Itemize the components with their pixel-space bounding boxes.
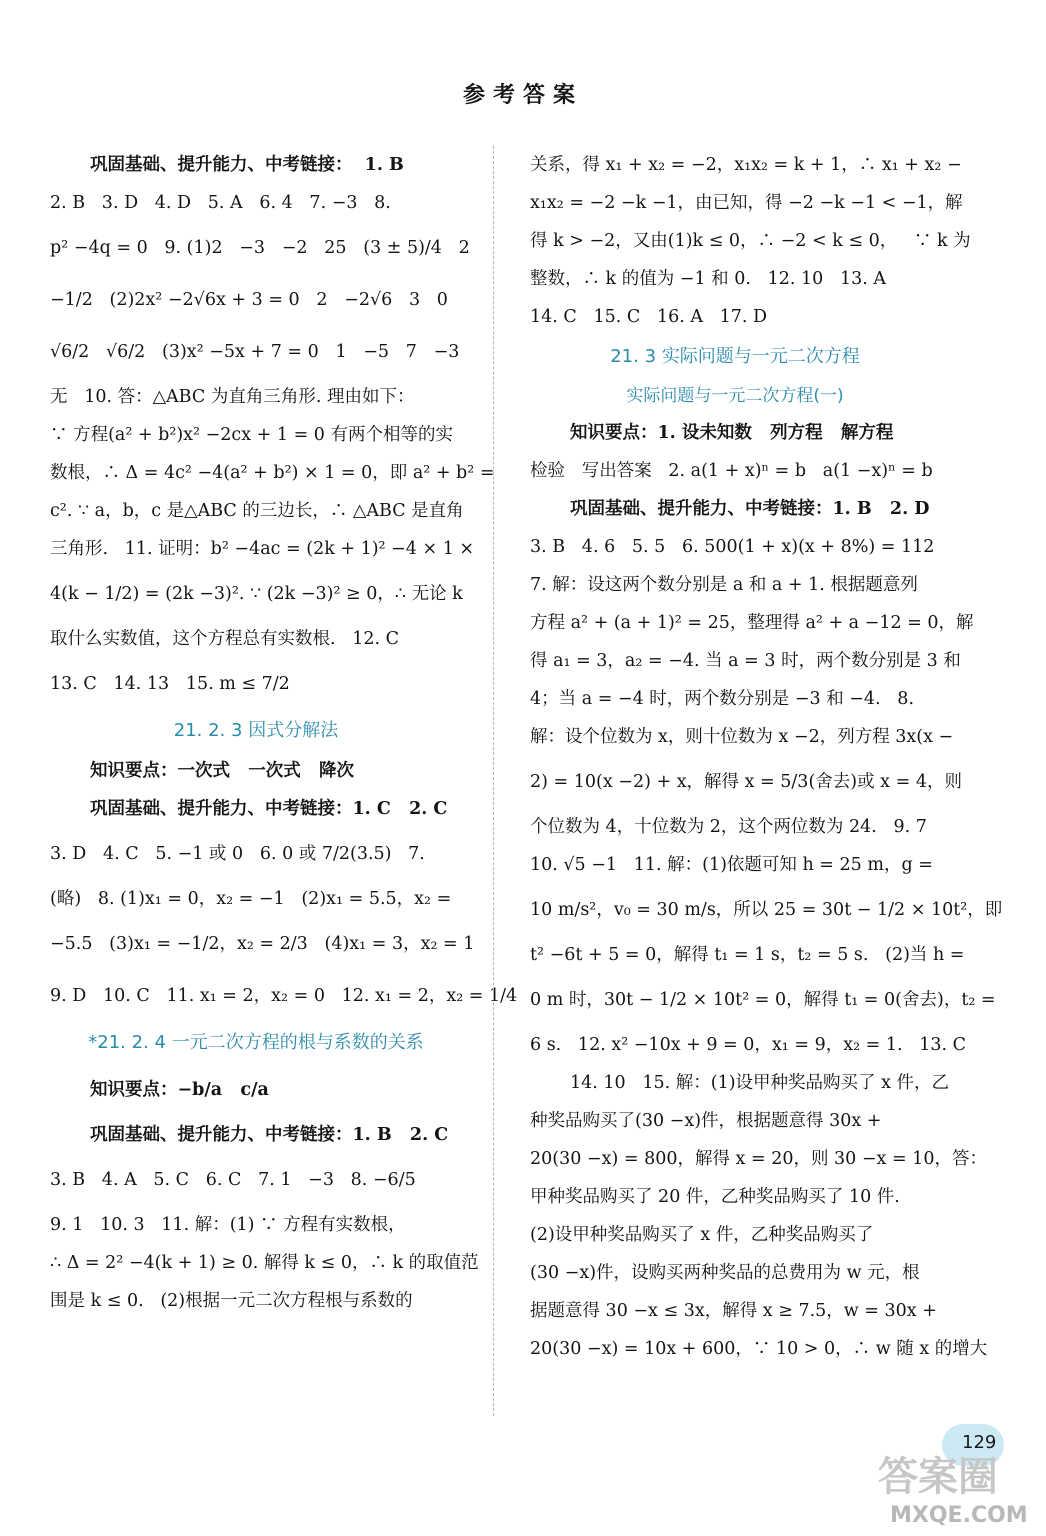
text-line: 20(30 −x) = 10x + 600，∵ 10 > 0，∴ w 随 x 的增大	[530, 1339, 988, 1359]
text-line: 巩固基础、提升能力、中考链接：1. B 2. D	[570, 499, 930, 519]
watermark-text-cn: 答案圈	[878, 1454, 998, 1500]
text-line: 6 s. 12. x² −10x + 9 = 0，x₁ = 9，x₂ = 1. 13. C	[530, 1035, 967, 1055]
text-line: 14. 10 15. 解：(1)设甲种奖品购买了 x 件，乙	[570, 1073, 950, 1093]
text-line: 关系，得 x₁ + x₂ = −2，x₁x₂ = k + 1，∴ x₁ + x₂ −	[530, 155, 962, 175]
text-line: 数根，∴ Δ = 4c² −4(a² + b²) × 1 = 0，即 a² + b² =	[50, 463, 495, 483]
text-line: 个位数为 4，十位数为 2，这个两位数为 24. 9. 7	[530, 817, 927, 837]
text-line: 20(30 −x) = 800，解得 x = 20，则 30 −x = 10，答：	[530, 1149, 987, 1169]
text-line: p² −4q = 0 9. (1)2 −3 −2 25 (3 ± 5)/4 2	[50, 238, 470, 258]
text-line: 甲种奖品购买了 20 件，乙种奖品购买了 10 件.	[530, 1187, 900, 1207]
watermark-text-en: MXQE.COM	[890, 1503, 1028, 1528]
text-line: −5.5 (3)x₁ = −1/2，x₂ = 2/3 (4)x₁ = 3，x₂ = 1	[50, 934, 475, 954]
text-line: x₁x₂ = −2 −k −1，由已知，得 −2 −k −1 < −1，解	[530, 193, 963, 213]
text-line: 得 k > −2，又由(1)k ≤ 0，∴ −2 < k ≤ 0， ∵ k 为	[530, 231, 971, 251]
text-line: c². ∵ a，b，c 是△ABC 的三边长，∴ △ABC 是直角	[50, 501, 464, 521]
text-line: 解：设个位数为 x，则十位数为 x −2，列方程 3x(x −	[530, 727, 954, 747]
right-column	[530, 146, 1003, 1368]
text-line: ∴ Δ = 2² −4(k + 1) ≥ 0. 解得 k ≤ 0，∴ k 的取值范	[50, 1253, 479, 1273]
text-line: 9. 1 10. 3 11. 解：(1) ∵ 方程有实数根，	[50, 1215, 406, 1235]
section-heading: *21. 2. 4 一元二次方程的根与系数的关系	[88, 1032, 424, 1053]
text-line: 7. 解：设这两个数分别是 a 和 a + 1. 根据题意列	[530, 575, 918, 595]
text-line: 2. B 3. D 4. D 5. A 6. 4 7. −3 8.	[50, 193, 391, 213]
column-divider	[493, 146, 494, 1416]
text-line: 整数，∴ k 的值为 −1 和 0. 12. 10 13. A	[530, 269, 886, 289]
text-line: 围是 k ≤ 0. (2)根据一元二次方程根与系数的	[50, 1291, 413, 1311]
text-line: 取什么实数值，这个方程总有实数根. 12. C	[50, 629, 400, 649]
text-line: 13. C 14. 13 15. m ≤ 7/2	[50, 674, 290, 694]
text-line: √6/2 √6/2 (3)x² −5x + 7 = 0 1 −5 7 −3	[50, 342, 460, 362]
page-number: 129	[962, 1432, 997, 1453]
text-line: 2) = 10(x −2) + x，解得 x = 5/3(舍去)或 x = 4，则	[530, 772, 962, 792]
text-line: t² −6t + 5 = 0，解得 t₁ = 1 s，t₂ = 5 s. (2)当 h =	[530, 945, 965, 965]
text-line: (略) 8. (1)x₁ = 0，x₂ = −1 (2)x₁ = 5.5，x₂ =	[50, 889, 452, 909]
text-line: 得 a₁ = 3，a₂ = −4. 当 a = 3 时，两个数分别是 3 和	[530, 651, 961, 671]
text-line: 无 10. 答：△ABC 为直角三角形. 理由如下：	[50, 387, 415, 407]
text-line: 据题意得 30 −x ≤ 3x，解得 x ≥ 7.5，w = 30x +	[530, 1301, 937, 1321]
text-line: 0 m 时，30t − 1/2 × 10t² = 0，解得 t₁ = 0(舍去)，t₂ =	[530, 990, 996, 1010]
text-line: 巩固基础、提升能力、中考链接：1. C 2. C	[90, 799, 448, 819]
left-column	[50, 146, 518, 1320]
text-line: 14. C 15. C 16. A 17. D	[530, 307, 768, 327]
text-line: 方程 a² + (a + 1)² = 25，整理得 a² + a −12 = 0，解	[530, 613, 974, 633]
text-line: (2)设甲种奖品购买了 x 件，乙种奖品购买了	[530, 1225, 874, 1245]
text-line: 4(k − 1/2) = (2k −3)². ∵ (2k −3)² ≥ 0，∴ 无论 k	[50, 584, 463, 604]
section-heading: 21. 3 实际问题与一元二次方程	[610, 346, 860, 367]
text-line: 巩固基础、提升能力、中考链接： 1. B	[90, 155, 404, 175]
knowledge-points: 知识要点：一次式 一次式 降次	[90, 761, 355, 781]
text-line: 9. D 10. C 11. x₁ = 2，x₂ = 0 12. x₁ = 2，x₂ = 1/4	[50, 986, 518, 1006]
text-line: 3. B 4. 6 5. 5 6. 500(1 + x)(x + 8%) = 112	[530, 537, 935, 557]
text-line: 三角形. 11. 证明：b² −4ac = (2k + 1)² −4 × 1 ×	[50, 539, 475, 559]
text-line: 种奖品购买了(30 −x)件，根据题意得 30x +	[530, 1111, 882, 1131]
knowledge-points: 知识要点：−b/a c/a	[90, 1080, 269, 1100]
text-line: 巩固基础、提升能力、中考链接：1. B 2. C	[90, 1125, 449, 1145]
text-line: 10. √5 −1 11. 解：(1)依题可知 h = 25 m，g =	[530, 855, 933, 875]
text-line: ∵ 方程(a² + b²)x² −2cx + 1 = 0 有两个相等的实	[50, 425, 453, 445]
text-line: 4；当 a = −4 时，两个数分别是 −3 和 −4. 8.	[530, 689, 915, 709]
text-line: 3. B 4. A 5. C 6. C 7. 1 −3 8. −6/5	[50, 1170, 416, 1190]
page-title: 参考答案	[462, 83, 583, 108]
subsection-heading: 实际问题与一元二次方程(一)	[626, 386, 844, 406]
text-line: 10 m/s²，v₀ = 30 m/s，所以 25 = 30t − 1/2 × 10t²，即	[530, 900, 1003, 920]
text-line: −1/2 (2)2x² −2√6x + 3 = 0 2 −2√6 3 0	[50, 290, 448, 310]
text-line: (30 −x)件，设购买两种奖品的总费用为 w 元，根	[530, 1263, 920, 1283]
text-line: 3. D 4. C 5. −1 或 0 6. 0 或 7/2(3.5) 7.	[50, 844, 425, 864]
watermark-logo	[860, 1440, 1036, 1530]
section-heading: 21. 2. 3 因式分解法	[173, 720, 339, 741]
text-line: 检验 写出答案 2. a(1 + x)ⁿ = b a(1 −x)ⁿ = b	[530, 461, 933, 481]
knowledge-points: 知识要点：1. 设未知数 列方程 解方程	[570, 423, 894, 443]
